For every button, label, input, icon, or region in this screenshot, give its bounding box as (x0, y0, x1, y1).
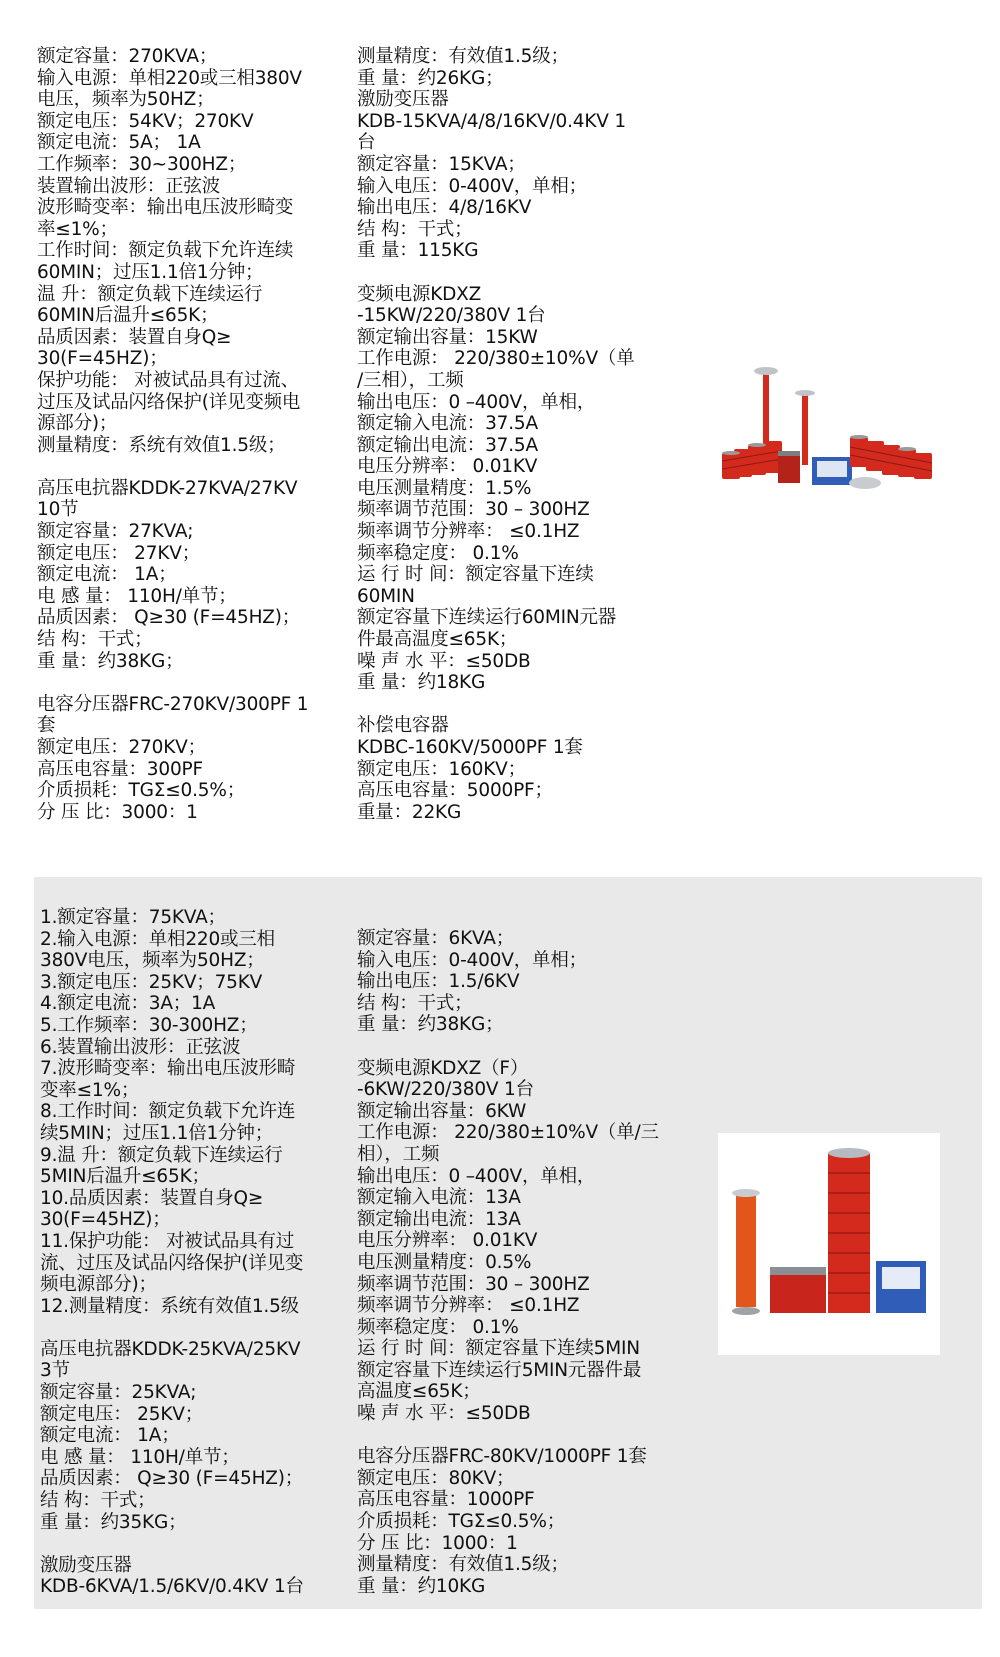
spec-line: 60MIN；过压1.1倍1分钟； (37, 261, 264, 283)
spec-line: 高压电容量：5000PF； (357, 780, 553, 802)
spec-line: 11.保护功能： 对被试品具有过 (40, 1230, 295, 1252)
spec-line: 9.温 升：额定负载下连续运行 (40, 1144, 283, 1166)
product-photo-top (720, 355, 935, 520)
spec-line: 介质损耗：TGΣ≤0.5%； (357, 1511, 566, 1533)
spec-line: 额定电压：80KV； (357, 1467, 515, 1489)
spec-line: 运 行 时 间：额定容量下连续 (357, 564, 594, 586)
spec-line: 装置输出波形：正弦波 (37, 175, 221, 197)
spec-line: 测量精度：有效值1.5级； (357, 46, 569, 67)
spec-line: 噪 声 水 平：≤50DB (357, 650, 531, 672)
spec-line: -15KW/220/380V 1台 (357, 305, 546, 327)
spec-line: 高温度≤65K； (357, 1381, 481, 1403)
spec-line: 5.工作频率：30-300HZ； (40, 1014, 258, 1036)
spec-column-top-left (37, 46, 337, 823)
spec-line: 额定容量下连续运行5MIN元器件最 (357, 1359, 642, 1381)
spec-line: 测量精度：系统有效值1.5级； (37, 434, 286, 456)
spec-line: 频率调节范围：30 – 300HZ (357, 499, 590, 521)
spec-line: 380V电压，频率为50HZ； (40, 950, 265, 972)
product-photo-bottom (718, 1133, 940, 1355)
spec-line: 频率调节范围：30 – 300HZ (357, 1273, 590, 1295)
spec-line: 噪 声 水 平：≤50DB (357, 1403, 531, 1425)
spec-line: 结 构：干式； (357, 218, 473, 240)
spec-line: 套 (37, 715, 56, 737)
spec-line: KDBC-160KV/5000PF 1套 (357, 737, 583, 758)
spec-line: 高压电抗器KDDK-27KVA/27KV (37, 477, 298, 499)
spec-line: 变频电源KDXZ (357, 283, 482, 305)
spec-line: 30(F=45HZ)； (40, 1209, 171, 1231)
spec-line: 高压电抗器KDDK-25KVA/25KV (40, 1338, 301, 1360)
spec-line: 工作频率：30~300HZ； (37, 153, 247, 175)
spec-line: 3.额定电压：25KV；75KV (40, 971, 263, 993)
spec-line: 分 压 比：1000：1 (357, 1532, 518, 1554)
spec-line: KDB-15KVA/4/8/16KV/0.4KV 1 (357, 110, 627, 132)
spec-line: 高压电容量：300PF (37, 758, 203, 780)
spec-line: /三相），工频 (357, 369, 464, 391)
spec-line: 额定输出电流：37.5A (357, 434, 538, 456)
spec-line: 输入电压：0-400V，单相； (357, 949, 587, 971)
spec-line: 重 量：约38KG； (37, 650, 184, 672)
spec-line: 激励变压器 (40, 1554, 132, 1576)
spec-line: 7.波形畸变率：输出电压波形畸 (40, 1058, 296, 1080)
spec-line: 额定电压：270KV； (37, 737, 206, 758)
resonant-test-kit-photo-icon (720, 355, 935, 520)
spec-column-bottom-right (357, 928, 687, 1597)
spacer-line (357, 262, 667, 284)
spec-line: 额定电压：160KV； (357, 758, 526, 780)
spec-line: 相），工频 (357, 1143, 440, 1165)
spec-line: 测量精度：有效值1.5级； (357, 1554, 569, 1576)
spec-line: 额定输出容量：6KW (357, 1100, 527, 1122)
spec-line: 过压及试品闪络保护(详见变频电 (37, 391, 301, 413)
spec-line: 介质损耗：TGΣ≤0.5%； (37, 780, 246, 802)
spacer-line (40, 1533, 340, 1555)
spec-line: 1.额定容量：75KVA； (40, 907, 226, 928)
spec-line: 额定容量：270KVA； (37, 46, 218, 67)
spec-line: 6.装置输出波形：正弦波 (40, 1036, 241, 1058)
spec-line: 额定输出容量：15KW (357, 326, 538, 348)
spec-line: 电压分辨率： 0.01KV (357, 456, 538, 478)
spec-line: 输入电压：0-400V，单相； (357, 175, 587, 197)
spec-line: 额定容量：27KVA; (37, 521, 194, 543)
spacer-line (357, 1036, 687, 1058)
spec-line: 额定容量：15KVA； (357, 153, 526, 175)
spec-line: 5MIN后温升≤65K； (40, 1166, 210, 1188)
spec-line: 3节 (40, 1360, 70, 1382)
spec-line: 保护功能： 对被试品具有过流、 (37, 369, 299, 391)
spec-line: 分 压 比：3000：1 (37, 801, 198, 823)
spacer-line (37, 672, 337, 694)
spec-line: 重 量：115KG (357, 240, 479, 262)
spec-line: 电压分辨率： 0.01KV (357, 1230, 538, 1252)
spec-line: 输出电压：4/8/16KV (357, 197, 532, 219)
spec-line: 结 构：干式； (40, 1490, 156, 1512)
spec-line: 电压测量精度：1.5% (357, 477, 532, 499)
spec-line: 输出电压：1.5/6KV (357, 971, 520, 993)
spec-line: 额定输入电流：13A (357, 1187, 521, 1209)
spec-line: 频率稳定度： 0.1% (357, 1316, 519, 1338)
spec-line: 额定电压： 27KV； (37, 542, 201, 564)
spec-line: 10.品质因素：装置自身Q≥ (40, 1187, 264, 1209)
spec-line: 电容分压器FRC-80KV/1000PF 1套 (357, 1446, 647, 1468)
spec-line: 台 (357, 132, 376, 154)
spacer-line (357, 1425, 687, 1447)
spec-line: 重 量：约26KG； (357, 67, 504, 89)
spec-line: 补偿电容器 (357, 715, 449, 737)
spec-line: 额定电流： 1A； (37, 564, 177, 586)
spacer-line (357, 694, 667, 716)
spec-line: 电压，频率为50HZ； (37, 89, 215, 111)
spec-line: 变频电源KDXZ（F） (357, 1057, 529, 1079)
spec-line: 额定容量下连续运行60MIN元器 (357, 607, 617, 629)
spec-line: 变率≤1%； (40, 1079, 140, 1101)
spec-line: 温 升：额定负载下连续运行 (37, 283, 263, 305)
spec-line: 续5MIN；过压1.1倍1分钟； (40, 1122, 274, 1144)
spec-line: 件最高温度≤65K； (357, 629, 518, 651)
spec-line: 输入电源：单相220或三相380V (37, 67, 302, 89)
spec-line: 60MIN (357, 585, 415, 607)
spec-line: 高压电容量：1000PF (357, 1489, 535, 1511)
spec-line: 频率调节分辨率： ≤0.1HZ (357, 521, 580, 543)
spec-line: 源部分)； (37, 413, 118, 435)
spec-line: 激励变压器 (357, 89, 449, 111)
spec-line: 频电源部分)； (40, 1274, 157, 1296)
spec-line: 4.额定电流：3A；1A (40, 993, 216, 1015)
spec-line: 率≤1%； (37, 218, 118, 240)
spec-line: 额定容量：6KVA； (357, 928, 515, 949)
spec-line: 额定电压： 25KV； (40, 1403, 204, 1425)
spec-line: 电 感 量： 110H/单节； (40, 1446, 240, 1468)
spec-line: 额定电流：5A； 1A (37, 132, 201, 154)
spec-line: 12.测量精度：系统有效值1.5级 (40, 1295, 299, 1317)
spec-line: 品质因素：装置自身Q≥ (37, 326, 232, 348)
spec-line: 流、过压及试品闪络保护(详见变 (40, 1252, 304, 1274)
spec-line: 结 构：干式； (357, 992, 473, 1014)
spec-line: 重 量：约18KG (357, 672, 486, 694)
spec-line: 波形畸变率：输出电压波形畸变 (37, 197, 294, 219)
spec-line: 重 量：约35KG； (40, 1511, 187, 1533)
spacer-line (37, 456, 337, 478)
spec-line: 电压测量精度：0.5% (357, 1251, 532, 1273)
spec-line: 额定输入电流：37.5A (357, 413, 538, 435)
spec-line: 工作电源： 220/380±10%V（单/三 (357, 1122, 659, 1144)
spec-line: 10节 (37, 499, 79, 521)
spec-line: 60MIN后温升≤65K； (37, 305, 219, 327)
spec-line: -6KW/220/380V 1台 (357, 1079, 534, 1101)
spec-line: 频率稳定度： 0.1% (357, 542, 519, 564)
spec-column-top-right (357, 46, 667, 823)
spec-line: KDB-6KVA/1.5/6KV/0.4KV 1台 (40, 1576, 304, 1598)
spec-line: 结 构：干式； (37, 629, 153, 651)
spec-line: 品质因素： Q≥30 (F=45HZ)； (40, 1468, 304, 1490)
resonant-test-kit-photo-small-icon (718, 1133, 940, 1355)
spec-line: 2.输入电源：单相220或三相 (40, 928, 275, 950)
spec-line: 频率调节分辨率： ≤0.1HZ (357, 1295, 580, 1317)
spec-line: 工作电源： 220/380±10%V（单 (357, 348, 635, 370)
spec-line: 电 感 量： 110H/单节； (37, 585, 237, 607)
spec-line: 输出电压：0 –400V，单相， (357, 1165, 596, 1187)
spec-line: 工作时间：额定负载下允许连续 (37, 240, 294, 262)
spec-column-bottom-left (40, 907, 340, 1598)
spec-line: 额定输出电流：13A (357, 1208, 521, 1230)
spec-line: 电容分压器FRC-270KV/300PF 1 (37, 693, 309, 715)
spec-line: 重量：22KG (357, 801, 462, 823)
spec-line: 额定电流： 1A； (40, 1425, 180, 1447)
spec-line: 输出电压：0 –400V，单相， (357, 391, 596, 413)
spec-line: 品质因素： Q≥30 (F=45HZ)； (37, 607, 301, 629)
spec-line: 30(F=45HZ)； (37, 348, 168, 370)
spec-line: 重 量：约10KG (357, 1575, 486, 1597)
spec-line: 额定电压：54KV；270KV (37, 110, 254, 132)
spec-line: 运 行 时 间：额定容量下连续5MIN (357, 1338, 640, 1360)
spacer-line (40, 1317, 340, 1339)
spec-line: 8.工作时间：额定负载下允许连 (40, 1101, 296, 1123)
spec-line: 额定容量：25KVA; (40, 1382, 197, 1404)
spec-line: 重 量：约38KG； (357, 1014, 504, 1036)
